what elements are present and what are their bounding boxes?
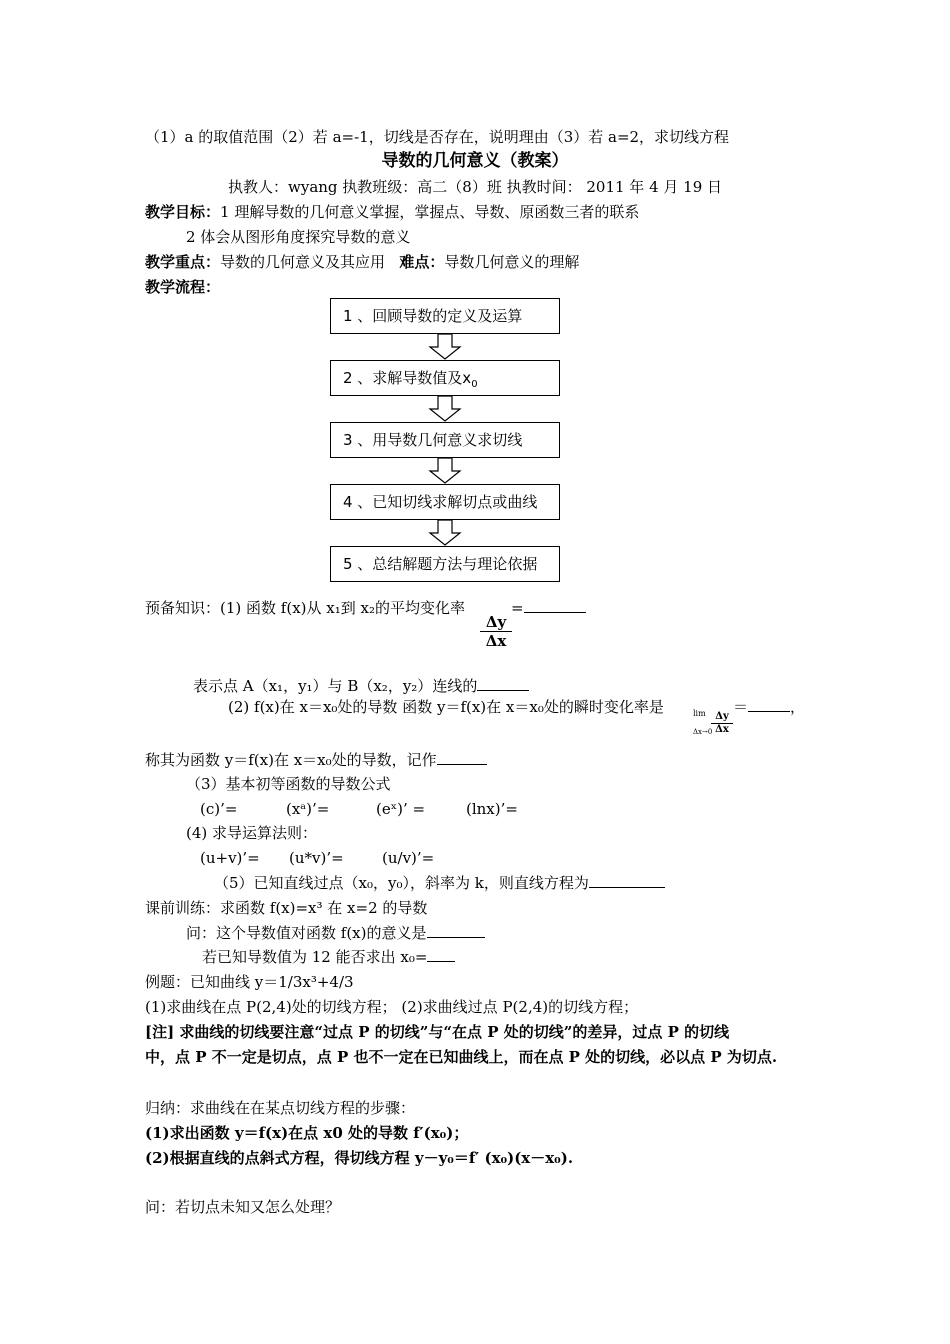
prep-line3-comma: ，	[790, 698, 806, 716]
prep-line5: （3）基本初等函数的导数公式	[186, 775, 391, 793]
prep-line6: (4) 求导运算法则：	[186, 824, 318, 842]
fraction-numerator: Δy	[480, 613, 512, 632]
difficulty-label: 难点：	[399, 253, 445, 271]
prep-line3-text: (2) f(x)在 x＝x₀处的导数 函数 y＝f(x)在 x＝x₀处的瞬时变化率是	[228, 698, 664, 716]
summary-line1: 归纳：求曲线在在某点切线方程的步骤：	[145, 1099, 416, 1117]
flow-step-5: 5 、总结解题方法与理论依据	[330, 546, 560, 582]
lim-subscript: Δx→0	[693, 728, 713, 736]
lim-fraction	[711, 711, 733, 736]
flow-step-2-sub: 0	[471, 379, 478, 390]
closing-question: 问：若切点未知又怎么处理？	[145, 1198, 341, 1216]
flow-step-3: 3 、用导数几何意义求切线	[330, 422, 560, 458]
down-arrow-icon	[428, 396, 462, 422]
flow-step-4: 4 、已知切线求解切点或曲线	[330, 484, 560, 520]
meta-line: 执教人：wyang 执教班级：高二（8）班 执教时间： 2011 年 4 月 19 日	[228, 178, 723, 196]
down-arrow-icon	[428, 334, 462, 360]
key-points-text: 导数的几何意义及其应用	[220, 253, 386, 271]
rule-sum: (u+v)’=	[200, 849, 260, 867]
fraction-denominator: Δx	[485, 632, 507, 650]
page-title: 导数的几何意义（教案）	[381, 151, 569, 171]
prep-line1-answer	[511, 598, 586, 618]
prep-line3	[228, 697, 664, 717]
goals	[145, 202, 639, 222]
prep-line7	[214, 873, 665, 893]
prep-line3-answer	[733, 697, 805, 717]
header-line: （1）a 的取值范围（2）若 a=-1，切线是否存在，说明理由（3）若 a=2，求切线方程	[145, 128, 730, 146]
summary-line2: (1)求出函数 y＝f(x)在点 x0 处的导数 f′(x₀)；	[145, 1124, 469, 1142]
rule-product: (u*v)’=	[289, 849, 344, 867]
pretrain-line1: 课前训练：求函数 f(x)=x³ 在 x=2 的导数	[145, 899, 428, 917]
blank	[589, 873, 665, 888]
example-line1: 例题：已知曲线 y＝1/3x³+4/3	[145, 973, 354, 991]
goals-item2: 2 体会从图形角度探究导数的意义	[186, 228, 411, 246]
flow-step-1: 1 、回顾导数的定义及运算	[330, 298, 560, 334]
lim-label: lim	[693, 709, 706, 718]
blank	[427, 923, 485, 938]
prep-line3-equals: ＝	[733, 698, 749, 716]
flow-step-2	[330, 360, 560, 396]
goals-item1: 1 理解导数的几何意义掌握，掌握点、导数、原函数三者的联系	[220, 203, 640, 221]
rule-quotient: (u/v)’=	[382, 849, 435, 867]
blank	[524, 598, 586, 613]
flow-label: 教学流程：	[145, 278, 221, 296]
prep-line2-text: 表示点 A（x₁，y₁）与 B（x₂，y₂）连线的	[193, 677, 478, 695]
prep-line1	[145, 598, 465, 618]
example-line2: (1)求曲线在点 P(2,4)处的切线方程； (2)求曲线过点 P(2,4)的切线方程；	[145, 998, 639, 1016]
summary-line3: (2)根据直线的点斜式方程，得切线方程 y－y₀＝f′ (x₀)(x－x₀).	[145, 1149, 574, 1167]
lim-fraction-numerator: Δy	[711, 711, 733, 724]
key-points	[145, 252, 579, 272]
prep-line1-equals: =	[511, 599, 524, 617]
blank	[427, 947, 455, 962]
difficulty-text: 导数几何意义的理解	[444, 253, 580, 271]
blank	[477, 676, 529, 691]
formula-c: (c)’=	[200, 800, 238, 818]
formula-xa: (xᵃ)’=	[286, 800, 330, 818]
prep-line7-text: （5）已知直线过点（x₀，y₀），斜率为 k，则直线方程为	[214, 874, 589, 892]
formula-lnx: (lnx)’=	[466, 800, 518, 818]
down-arrow-icon	[428, 458, 462, 484]
blank	[437, 750, 487, 765]
formula-ex: (eˣ)’ =	[376, 800, 426, 818]
blank	[748, 697, 790, 712]
lim-fraction-denominator: Δx	[715, 724, 729, 735]
pretrain-line3	[202, 947, 455, 967]
flow-step-2-text: 2 、求解导数值及x	[343, 369, 472, 387]
prep-line4-text: 称其为函数 y＝f(x)在 x＝x₀处的导数，记作	[145, 751, 437, 769]
prep-line2	[193, 676, 529, 696]
note-line2: 中，点 P 不一定是切点，点 P 也不一定在已知曲线上，而在点 P 处的切线，必以点 P 为切点.	[145, 1048, 778, 1066]
pretrain-line2	[186, 923, 485, 943]
down-arrow-icon	[428, 520, 462, 546]
key-points-label: 教学重点：	[145, 253, 221, 271]
prep-line4	[145, 750, 487, 770]
delta-fraction	[480, 613, 512, 650]
prep-line1-text: 预备知识：(1) 函数 f(x)从 x₁到 x₂的平均变化率	[145, 599, 465, 617]
pretrain-line3-text: 若已知导数值为 12 能否求出 x₀=	[202, 948, 428, 966]
goals-label: 教学目标：	[145, 203, 221, 221]
note-line1: [注] 求曲线的切线要注意“过点 P 的切线”与“在点 P 处的切线”的差异，过点 P 的切线	[145, 1023, 730, 1041]
pretrain-line2-text: 问：这个导数值对函数 f(x)的意义是	[186, 924, 427, 942]
